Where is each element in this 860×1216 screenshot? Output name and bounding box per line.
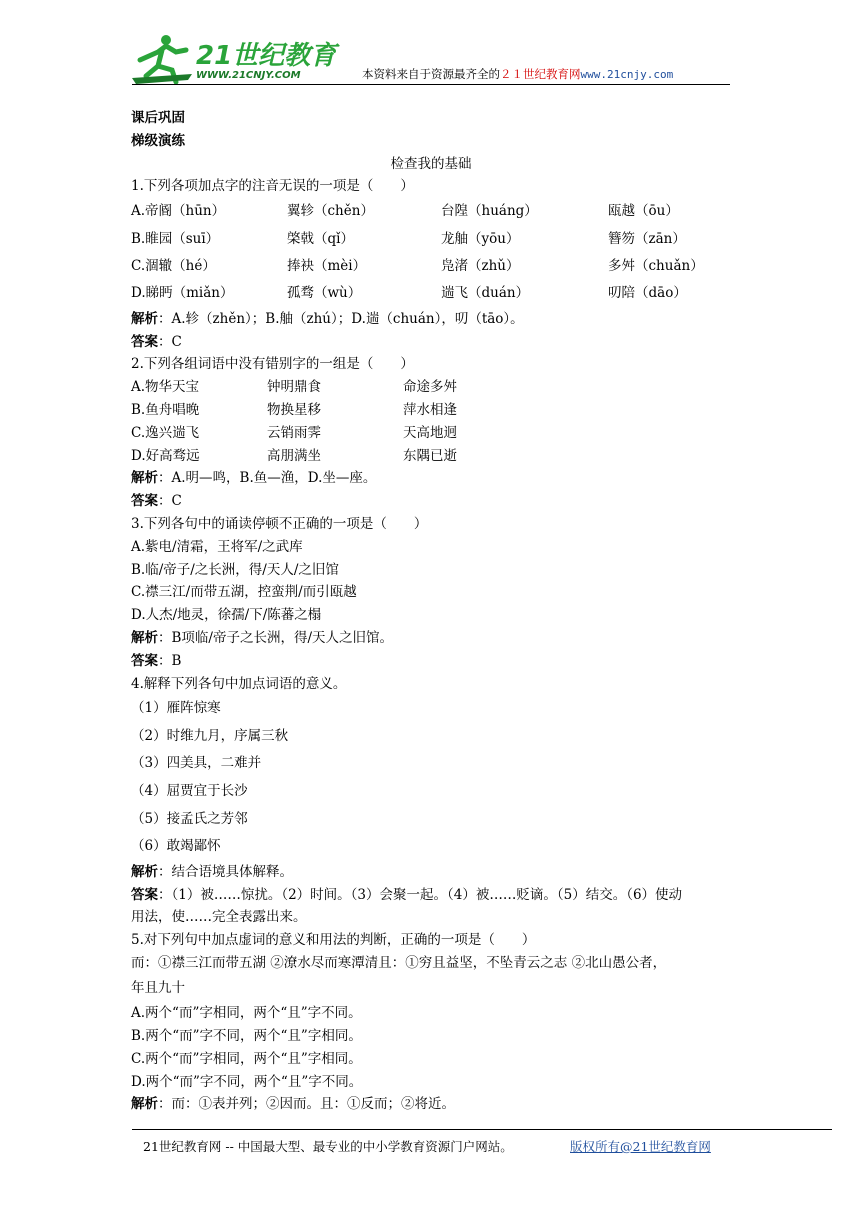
q2-option-row <box>131 399 731 422</box>
q4-answer-continued: 用法，使……完全表露出来。 <box>131 909 307 926</box>
q1-cell: 多舛（chuǎn） <box>608 257 704 274</box>
q2-option-row <box>131 445 731 468</box>
logo-text: 21世纪教育 <box>196 41 337 71</box>
q1-cell: 凫渚（zhǔ） <box>441 257 520 274</box>
q3-analysis <box>131 627 731 650</box>
note-site-name[interactable]: ２１世纪教育网 <box>500 67 581 81</box>
q1-cell: 遄飞（duán） <box>441 285 530 302</box>
q1-option-row <box>131 198 731 225</box>
question-2-stem: 2.下列各组词语中没有错别字的一组是（ ） <box>131 356 414 373</box>
q5-option: B.两个“而”字不同，两个“且”字相同。 <box>131 1028 362 1045</box>
answer-label: 答案 <box>131 493 158 510</box>
analysis-text: ：而：①表并列；②因而。且：①反而；②将近。 <box>158 1096 455 1113</box>
question-3-stem: 3.下列各句中的诵读停顿不正确的一项是（ ） <box>131 515 428 532</box>
q4-analysis <box>131 861 731 884</box>
footer-divider <box>132 1129 832 1130</box>
q1-cell: 捧袂（mèi） <box>287 257 367 274</box>
q2-cell: B.鱼舟唱晚 <box>131 401 200 418</box>
footer-text: 21世纪教育网 -- 中国最大型、最专业的中小学教育资源门户网站。 <box>143 1139 513 1154</box>
q2-cell: 物换星移 <box>267 401 321 418</box>
question-5-stem: 5.对下列句中加点虚词的意义和用法的判断，正确的一项是（ ） <box>131 932 536 949</box>
q4-item: （6）敢竭鄙怀 <box>131 838 221 855</box>
q2-cell: A.物华天宝 <box>131 379 200 396</box>
q1-cell: D.睇眄（miǎn） <box>131 285 234 302</box>
note-site-url[interactable]: www.21cnjy.com <box>580 68 674 81</box>
header-divider <box>132 84 730 85</box>
q1-cell: 龙舳（yōu） <box>441 230 520 247</box>
q2-cell: 云销雨霁 <box>267 424 321 441</box>
note-prefix: 本资料来自于资源最齐全的 <box>362 67 500 81</box>
q2-cell: 钟明鼎食 <box>267 379 321 396</box>
q5-examples-continued: 年且九十 <box>131 979 185 996</box>
q3-option: C.襟三江/而带五湖，控蛮荆/而引瓯越 <box>131 584 357 601</box>
analysis-text: ：A.明—鸣，B.鱼—渔，D.坐—座。 <box>158 470 377 487</box>
q1-answer <box>131 331 731 354</box>
q1-cell: 瓯越（ōu） <box>608 203 679 220</box>
answer-text: ：C <box>158 493 182 510</box>
q4-item: （4）屈贾宜于长沙 <box>131 783 248 800</box>
q2-cell: D.好高骛远 <box>131 447 200 464</box>
analysis-text: ：结合语境具体解释。 <box>158 863 293 880</box>
q1-cell: C.涸辙（hé） <box>131 257 216 274</box>
answer-label: 答案 <box>131 886 158 903</box>
answer-text: ：C <box>158 333 182 350</box>
q4-answer <box>131 884 731 907</box>
q5-option: C.两个“而”字相同，两个“且”字相同。 <box>131 1050 362 1067</box>
q1-cell: B.睢园（suī） <box>131 230 220 247</box>
answer-text: ：B <box>158 652 182 669</box>
q2-cell: 高朋满坐 <box>267 447 321 464</box>
answer-label: 答案 <box>131 333 158 350</box>
q2-analysis <box>131 467 731 490</box>
q1-cell: 叨陪（dāo） <box>608 285 687 302</box>
q1-option-row <box>131 226 731 253</box>
q4-item: （1）雁阵惊寒 <box>131 700 221 717</box>
header-note <box>362 66 673 82</box>
q3-answer <box>131 650 731 673</box>
analysis-label: 解析 <box>131 629 158 646</box>
q2-cell: C.逸兴遄飞 <box>131 424 200 441</box>
q5-analysis <box>131 1093 731 1116</box>
q1-cell: 孤骛（wù） <box>287 285 362 302</box>
q2-cell: 天高地迥 <box>403 424 457 441</box>
subsection-title: 梯级演练 <box>131 132 185 149</box>
q1-cell: A.帝阍（hūn） <box>131 203 226 220</box>
q4-item: （3）四美具，二难并 <box>131 755 262 772</box>
section-title: 课后巩固 <box>131 110 185 126</box>
analysis-label: 解析 <box>131 1096 158 1113</box>
q2-cell: 命途多舛 <box>403 379 457 396</box>
answer-label: 答案 <box>131 652 158 669</box>
q1-analysis <box>131 308 731 331</box>
q1-cell: 台隍（huáng） <box>441 203 538 220</box>
q5-examples: 而：①襟三江而带五湖 ②潦水尽而寒潭清且：①穷且益坚，不坠青云之志 ②北山愚公者， <box>131 955 667 972</box>
q1-cell: 簪笏（zān） <box>608 230 686 247</box>
q4-item: （2）时维九月，序属三秋 <box>131 727 289 744</box>
answer-text: ：（1）被……惊扰。（2）时间。（3）会聚一起。（4）被……贬谪。（5）结交。（6）使动 <box>158 886 683 903</box>
q2-answer <box>131 490 731 513</box>
analysis-label: 解析 <box>131 863 158 880</box>
footer-copyright-link[interactable]: 版权所有@21世纪教育网 <box>570 1139 711 1154</box>
site-logo <box>132 30 342 86</box>
logo-url: WWW.21CNJY.COM <box>196 70 301 81</box>
analysis-label: 解析 <box>131 310 158 327</box>
q3-option: A.紫电/清霜，王将军/之武库 <box>131 538 303 555</box>
q2-option-row <box>131 376 731 399</box>
q1-cell: 翼轸（chěn） <box>287 203 374 220</box>
q2-cell: 萍水相逢 <box>403 401 457 418</box>
question-4-stem: 4.解释下列各句中加点词语的意义。 <box>131 675 347 692</box>
center-title: 检查我的基础 <box>390 155 472 172</box>
question-1-stem: 1.下列各项加点字的注音无误的一项是（ ） <box>131 178 414 195</box>
q1-option-row <box>131 253 731 280</box>
runner-icon <box>132 35 192 84</box>
q3-option: B.临/帝子/之长洲，得/天人/之旧馆 <box>131 561 339 578</box>
q2-option-row <box>131 422 731 445</box>
q1-cell: 棨戟（qǐ） <box>287 230 354 247</box>
q4-item: （5）接孟氏之芳邻 <box>131 810 248 827</box>
analysis-text: ：A.轸（zhěn）；B.舳（zhú）；D.遄（chuán），叨（tāo）。 <box>158 310 524 327</box>
q5-option: A.两个“而”字相同，两个“且”字不同。 <box>131 1005 362 1022</box>
q2-cell: 东隅已逝 <box>403 447 457 464</box>
document-body <box>131 107 731 1116</box>
q1-option-row <box>131 280 731 307</box>
q5-option: D.两个“而”字不同，两个“且”字不同。 <box>131 1073 363 1090</box>
analysis-label: 解析 <box>131 470 158 487</box>
q3-option: D.人杰/地灵，徐孺/下/陈蕃之榻 <box>131 607 322 624</box>
analysis-text: ：B项临/帝子之长洲，得/天人之旧馆。 <box>158 629 394 646</box>
